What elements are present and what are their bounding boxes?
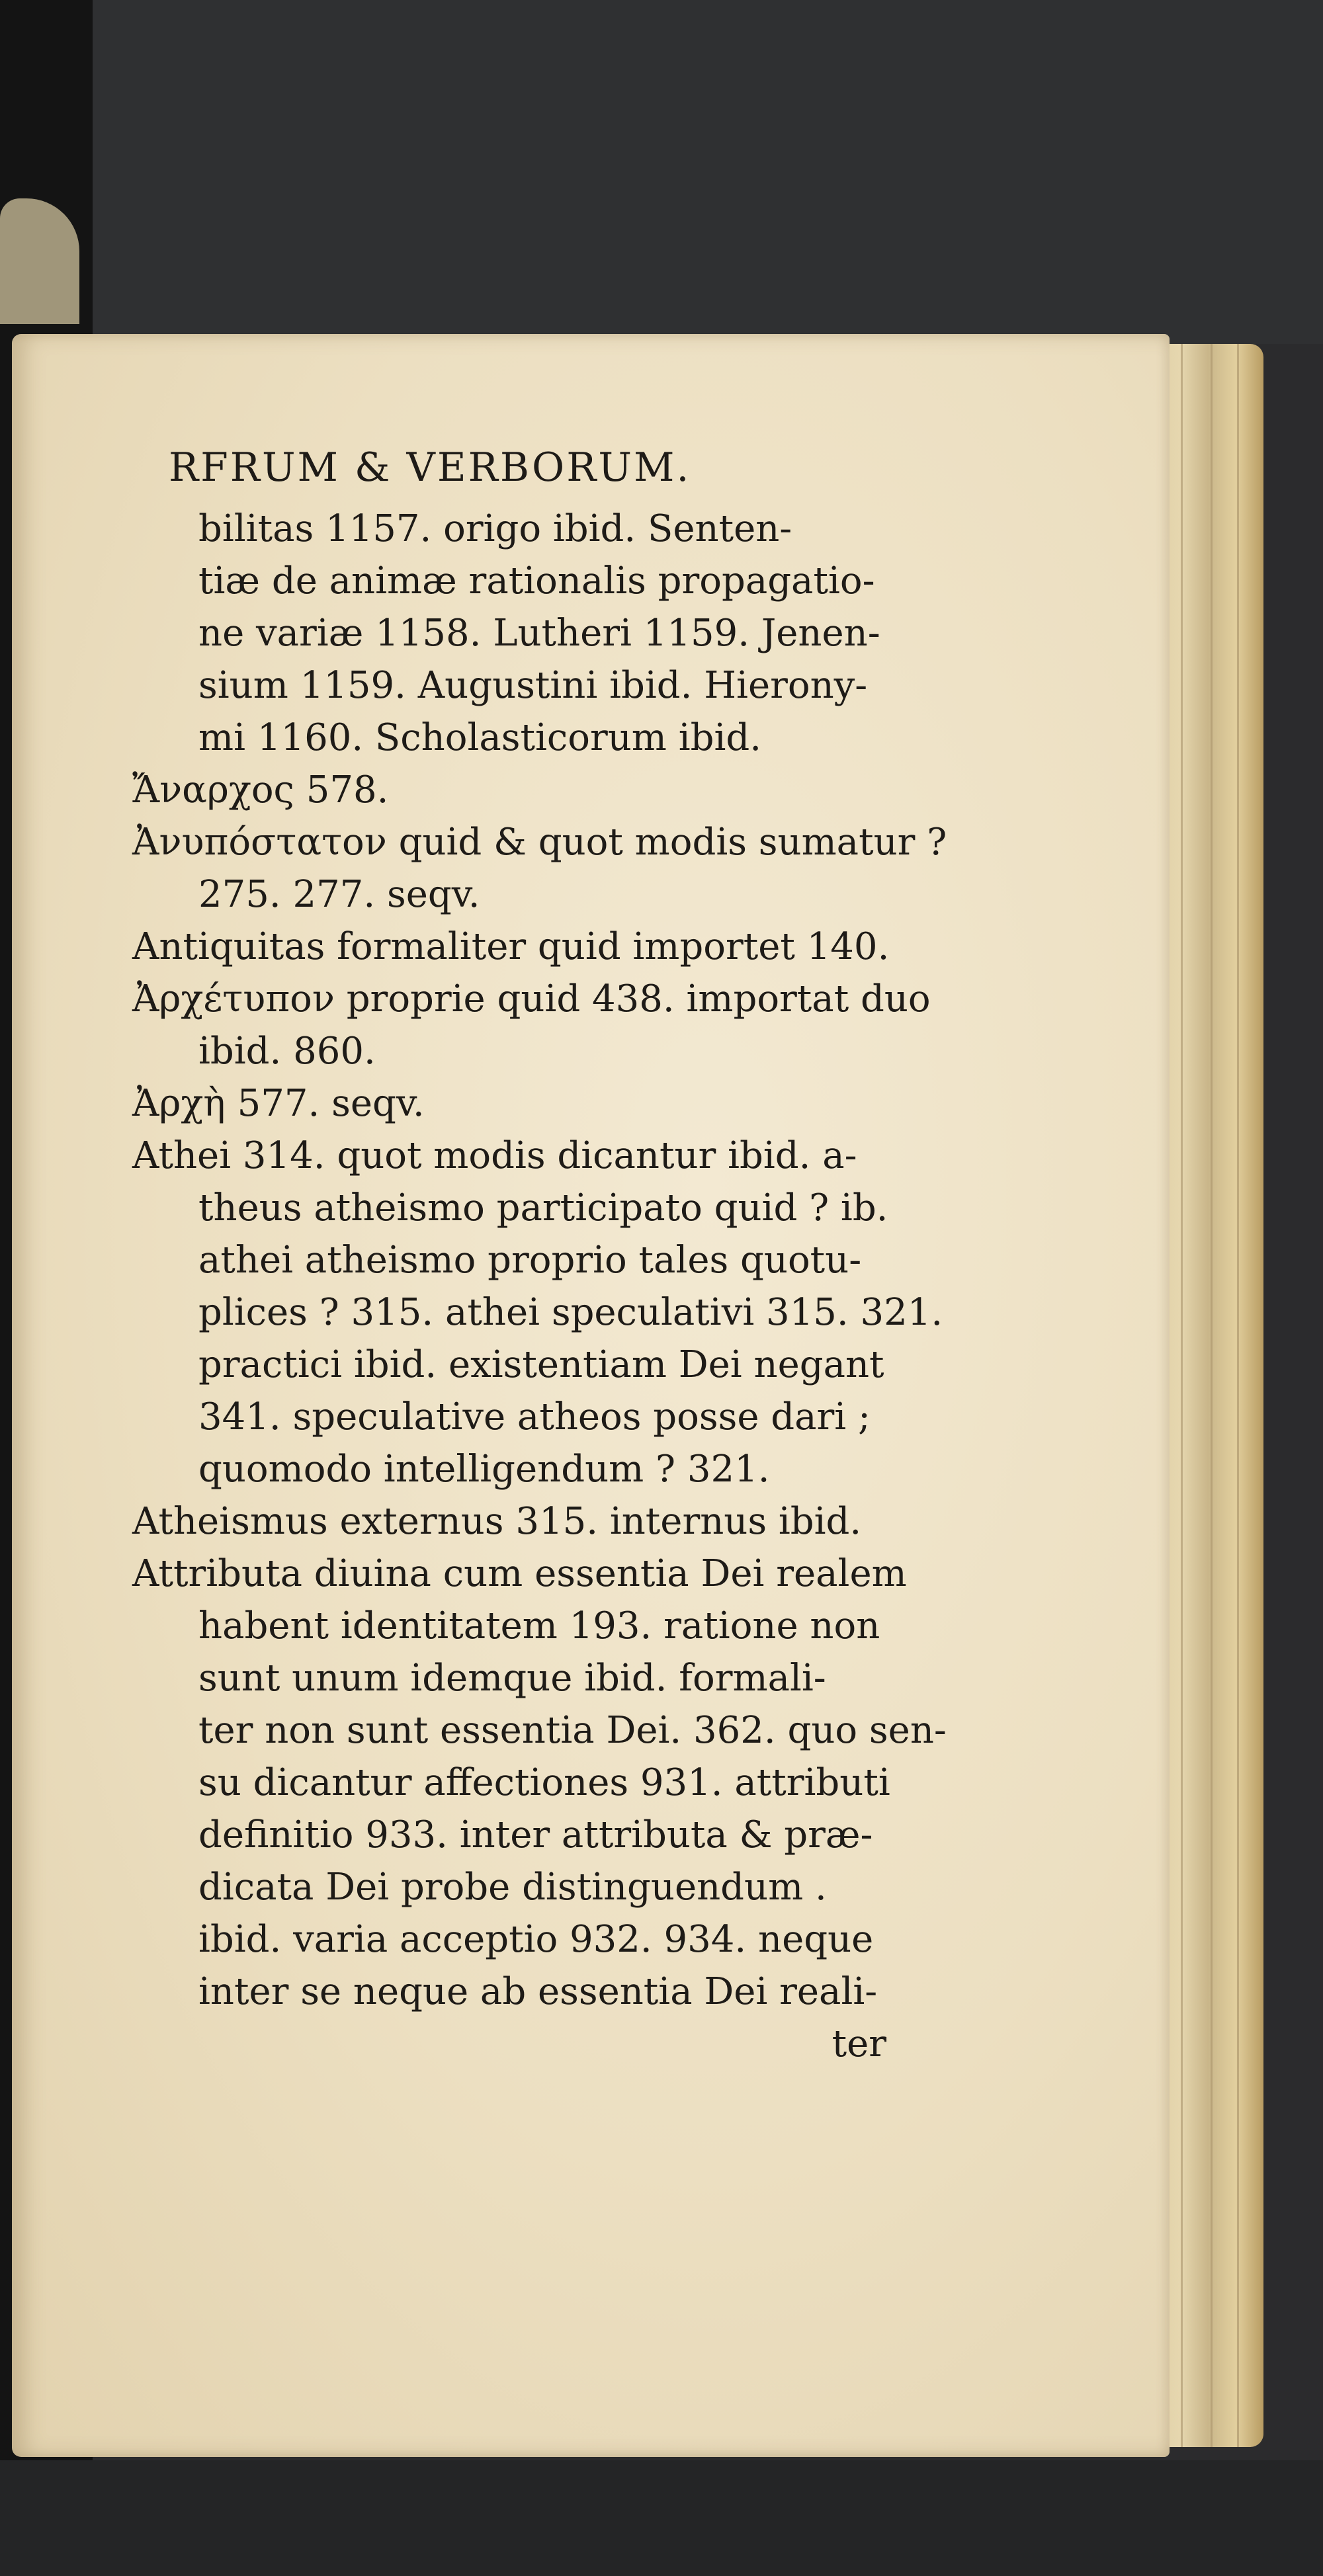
index-continuation-line: plices ? 315. athei speculativi 315. 321.: [198, 1291, 943, 1334]
index-entry-line: Attributa diuina cum essentia Dei realem: [132, 1552, 907, 1595]
index-continuation-line: su dicantur affectiones 931. attributi: [198, 1761, 890, 1804]
index-continuation-line: theus atheismo participato quid ? ib.: [198, 1186, 888, 1229]
index-entry-line: Ἀρχὴ 577. seqv.: [132, 1082, 425, 1125]
index-continuation-line: athei atheismo proprio tales quotu-: [198, 1239, 862, 1282]
index-continuation-line: inter se neque ab essentia Dei reali-: [198, 1970, 878, 2013]
index-entry-line: Athei 314. quot modis dicantur ibid. a-: [132, 1134, 857, 1177]
index-continuation-line: 341. speculative atheos posse dari ;: [198, 1395, 871, 1438]
index-continuation-line: quomodo intelligendum ? 321.: [198, 1448, 770, 1491]
background-top: [0, 0, 1323, 344]
index-continuation-line: bilitas 1157. origo ibid. Senten-: [198, 507, 792, 550]
index-text-block: [132, 503, 947, 2070]
index-continuation-line: mi 1160. Scholasticorum ibid.: [198, 716, 762, 759]
index-continuation-line: sunt unum idemque ibid. formali-: [198, 1657, 826, 1700]
index-continuation-line: sium 1159. Augustini ibid. Hierony-: [198, 664, 868, 707]
index-entry-line: Ἀρχέτυπον proprie quid 438. importat duo: [132, 977, 931, 1020]
book-spine-edge: [0, 198, 79, 324]
catchword: ter: [832, 2022, 886, 2065]
index-entry-line: Ἄναρχος 578.: [132, 769, 389, 811]
index-continuation-line: dicata Dei probe distinguendum .: [198, 1866, 827, 1909]
index-continuation-line: 275. 277. seqv.: [198, 873, 480, 916]
index-continuation-line: practici ibid. existentiam Dei negant: [198, 1343, 884, 1386]
index-entry-line: Antiquitas formaliter quid importet 140.: [132, 925, 890, 968]
index-continuation-line: ibid. 860.: [198, 1030, 376, 1073]
index-entry-line: Ἀνυπόστατον quid & quot modis sumatur ?: [132, 821, 947, 864]
index-continuation-line: definitio 933. inter attributa & præ-: [198, 1813, 873, 1856]
index-continuation-line: habent identitatem 193. ratione non: [198, 1604, 880, 1647]
index-entry-line: Atheismus externus 315. internus ibid.: [132, 1500, 862, 1543]
index-continuation-line: ne variæ 1158. Lutheri 1159. Jenen-: [198, 612, 880, 655]
index-continuation-line: tiæ de animæ rationalis propagatio-: [198, 560, 875, 602]
background-bottom: [0, 2460, 1323, 2576]
index-continuation-line: ter non sunt essentia Dei. 362. quo sen-: [198, 1709, 947, 1752]
index-continuation-line: ibid. varia acceptio 932. 934. neque: [198, 1918, 874, 1961]
running-header: RFRUM & VERBORUM.: [169, 444, 691, 491]
